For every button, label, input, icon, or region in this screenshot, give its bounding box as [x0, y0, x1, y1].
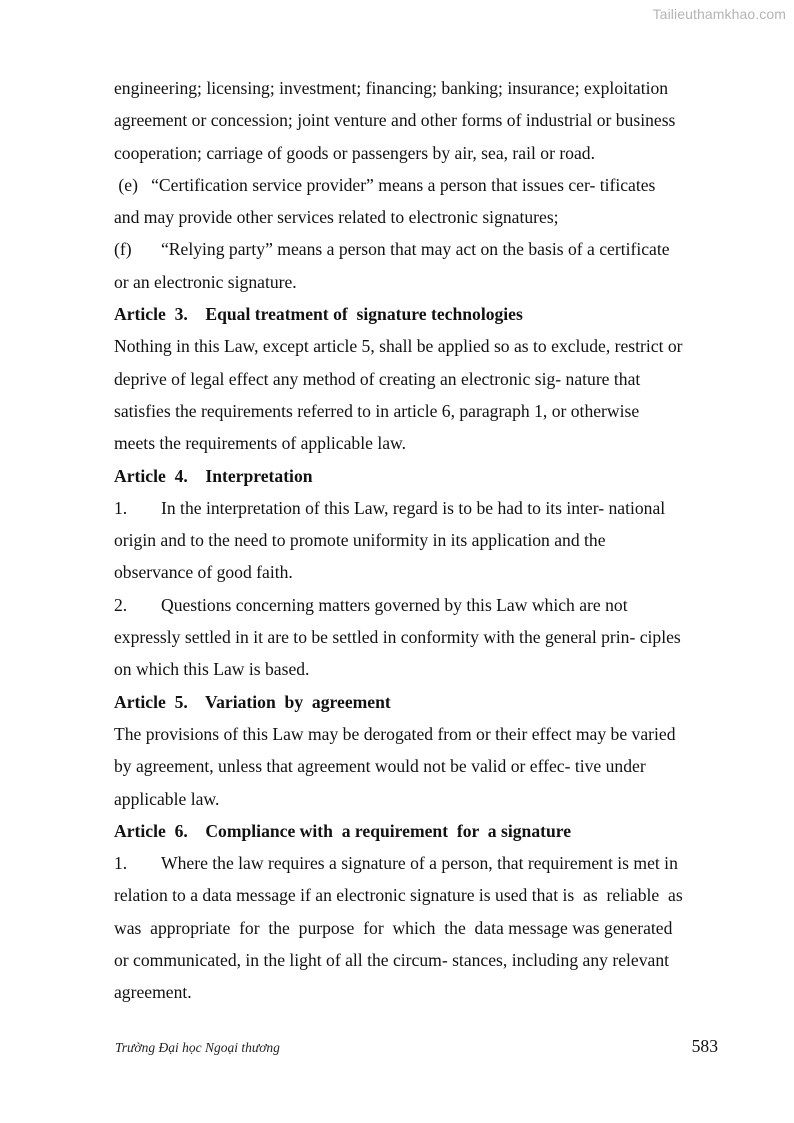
list-item-text: Questions concerning matters governed by this Law which are not	[161, 594, 628, 615]
page-number: 583	[691, 1036, 718, 1056]
list-item-1	[114, 847, 720, 879]
list-item-number: 1.	[114, 853, 128, 874]
footer-institution: Trường Đại học Ngoại thương	[115, 1040, 280, 1055]
text-line: (e) “Certification service provider” means a person that issues cer- tificates	[114, 174, 656, 195]
list-item-f	[114, 233, 720, 265]
text-line: satisfies the requirements referred to in article 6, paragraph 1, or otherwise	[114, 400, 640, 421]
text-line: observance of good faith.	[114, 562, 293, 583]
list-item-text: In the interpretation of this Law, regard is to be had to its inter- national	[161, 497, 666, 518]
text-line: agreement.	[114, 982, 192, 1003]
watermark-text: Tailieuthamkhao.com	[652, 6, 786, 22]
text-line: deprive of legal effect any method of creating an electronic sig- nature that	[114, 368, 641, 389]
text-line: or communicated, in the light of all the circum- stances, including any relevant	[114, 950, 670, 971]
article-3-heading: Article 3. Equal treatment of signature technologies	[114, 304, 523, 325]
text-line: meets the requirements of applicable law.	[114, 433, 406, 454]
text-line: on which this Law is based.	[114, 659, 310, 680]
text-line: cooperation; carriage of goods or passengers by air, sea, rail or road.	[114, 142, 595, 163]
text-line: Nothing in this Law, except article 5, shall be applied so as to exclude, restrict or	[114, 336, 683, 357]
text-line: and may provide other services related to electronic signatures;	[114, 207, 559, 228]
list-item-text: “Relying party” means a person that may act on the basis of a certificate	[161, 239, 670, 260]
list-item-2	[114, 589, 720, 621]
list-item-1	[114, 492, 720, 524]
text-line: by agreement, unless that agreement would not be valid or effec- tive under	[114, 756, 646, 777]
text-line: applicable law.	[114, 788, 220, 809]
article-4-heading: Article 4. Interpretation	[114, 465, 313, 486]
article-6-heading: Article 6. Compliance with a requirement for a signature	[114, 820, 572, 841]
list-item-text: Where the law requires a signature of a person, that requirement is met in	[161, 853, 678, 874]
text-line: or an electronic signature.	[114, 271, 297, 292]
text-line: engineering; licensing; investment; financing; banking; insurance; exploitation	[114, 78, 669, 98]
text-line: origin and to the need to promote uniformity in its application and the	[114, 530, 606, 551]
article-5-heading: Article 5. Variation by agreement	[114, 691, 391, 712]
text-line: relation to a data message if an electronic signature is used that is as reliable as	[114, 885, 683, 906]
page-footer	[115, 1036, 718, 1057]
text-line: was appropriate for the purpose for which the data message was generated	[114, 917, 673, 938]
list-item-number: 2.	[114, 594, 128, 615]
text-line: expressly settled in it are to be settled in conformity with the general prin- ciples	[114, 627, 681, 648]
document-body	[114, 72, 720, 1009]
list-item-number: 1.	[114, 497, 128, 518]
list-item-number: (f)	[114, 239, 132, 260]
text-line: The provisions of this Law may be derogated from or their effect may be varied	[114, 723, 676, 744]
text-line: agreement or concession; joint venture and other forms of industrial or business	[114, 110, 676, 131]
